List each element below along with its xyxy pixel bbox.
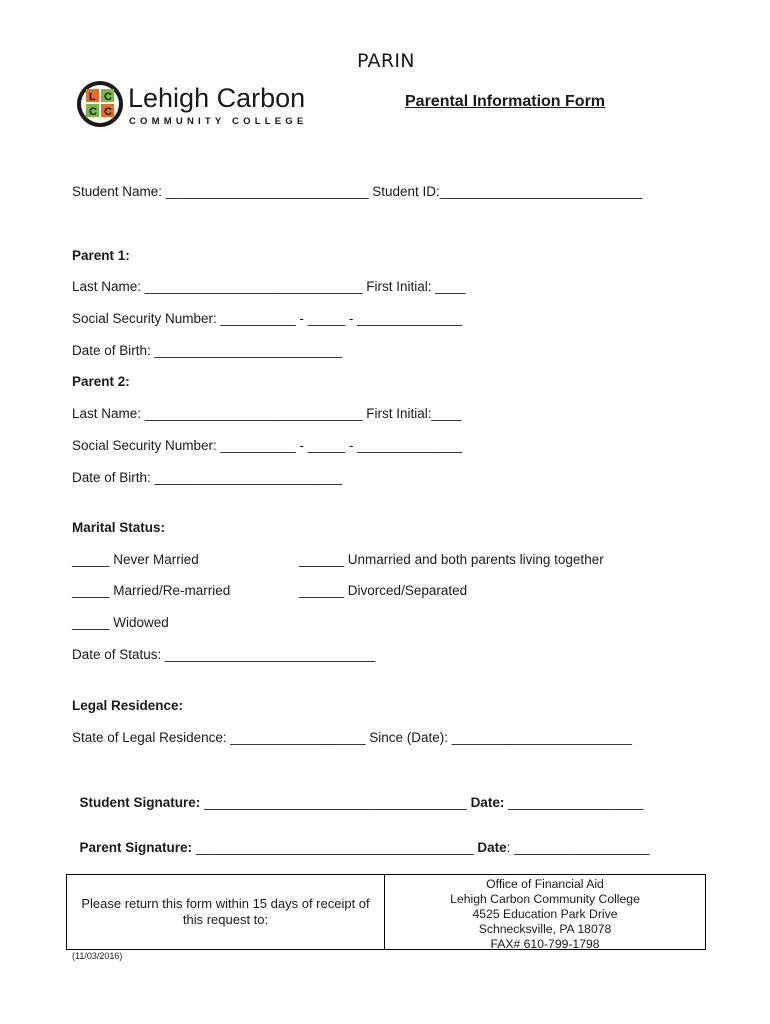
parent2-dob-line[interactable]: Date of Birth: _________________________: [72, 470, 343, 485]
logo-letter-c2: C: [89, 106, 97, 118]
student-date-label: Date:: [470, 795, 505, 810]
parent2-heading: Parent 2:: [72, 374, 130, 389]
married-option[interactable]: _____ Married/Re-married: [72, 583, 231, 598]
legal-residence-heading: Legal Residence:: [72, 698, 184, 713]
marital-status-heading: Marital Status:: [72, 520, 166, 535]
return-address: [385, 875, 705, 951]
student-signature-line[interactable]: [72, 780, 643, 810]
parent1-dob-line[interactable]: Date of Birth: _________________________: [72, 343, 343, 358]
logo-name-line1: Lehigh Carbon: [128, 83, 306, 113]
widowed-option[interactable]: _____ Widowed: [72, 615, 169, 630]
address-line: FAX# 610-799-1798: [490, 937, 600, 951]
address-line: Office of Financial Aid: [486, 877, 604, 891]
unmarried-together-option[interactable]: ______ Unmarried and both parents living together: [299, 552, 604, 567]
student-name-line[interactable]: Student Name: ___________________________ Student ID:___________________________: [72, 184, 643, 199]
logo-letter-c1: C: [104, 91, 112, 103]
parent1-ssn-line[interactable]: Social Security Number: __________ - _____ - ______________: [72, 311, 463, 326]
student-date-blank[interactable]: __________________: [504, 795, 644, 810]
address-line: Lehigh Carbon Community College: [450, 892, 640, 906]
form-title: Parental Information Form: [405, 93, 606, 110]
parent-date-blank[interactable]: : __________________: [506, 840, 650, 855]
logo-name-line2: COMMUNITY COLLEGE: [129, 116, 308, 127]
parent-date-label: Date: [477, 840, 507, 855]
return-instruction: Please return this form within 15 days of receipt of this request to:: [67, 875, 385, 949]
date-of-status-line[interactable]: Date of Status: ____________________________: [72, 647, 376, 662]
address-line: 4525 Education Park Drive: [472, 907, 618, 921]
parent2-last-name-line[interactable]: Last Name: _____________________________ First Initial:____: [72, 406, 462, 421]
return-info-box: [66, 874, 706, 950]
parent-signature-line[interactable]: [72, 825, 649, 855]
parent-signature-blank[interactable]: _____________________________________: [195, 840, 478, 855]
student-signature-blank[interactable]: ___________________________________: [204, 795, 471, 810]
divorced-option[interactable]: ______ Divorced/Separated: [299, 583, 468, 598]
legal-residence-line[interactable]: State of Legal Residence: __________________ Since (Date): ________________________: [72, 730, 632, 745]
college-logo: [76, 79, 326, 131]
address-line: Schnecksville, PA 18078: [478, 922, 612, 936]
parent1-heading: Parent 1:: [72, 248, 130, 263]
parent2-ssn-line[interactable]: Social Security Number: __________ - _____ - ______________: [72, 438, 463, 453]
student-signature-label: Student Signature:: [79, 795, 205, 810]
logo-letter-l: L: [89, 91, 96, 103]
revision-date: (11/03/2016): [72, 951, 123, 961]
form-code: PARIN: [357, 50, 415, 72]
logo-letter-c3: C: [104, 106, 112, 118]
parent1-last-name-line[interactable]: Last Name: _____________________________ First Initial: ____: [72, 279, 466, 294]
parent-signature-label: Parent Signature:: [79, 840, 196, 855]
never-married-option[interactable]: _____ Never Married: [72, 552, 199, 567]
